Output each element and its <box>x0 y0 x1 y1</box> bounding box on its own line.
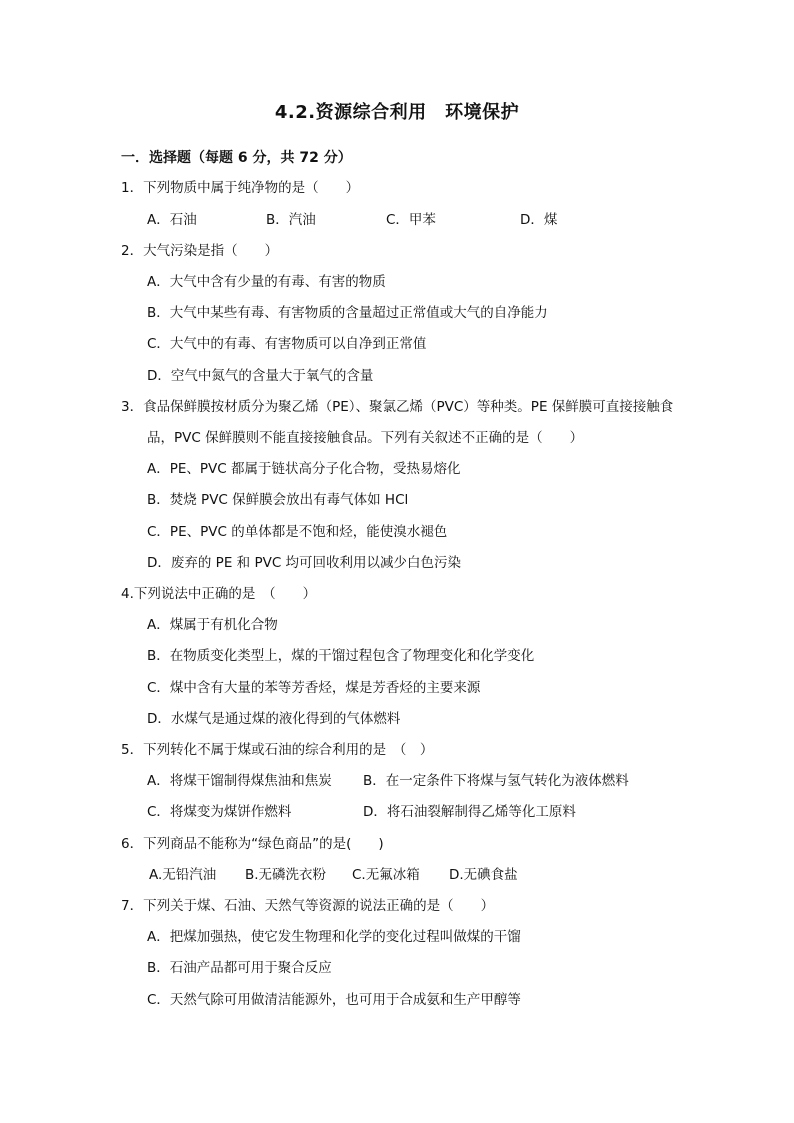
question-3-option-a: A．PE、PVC 都属于链状高分子化合物，受热易熔化 <box>147 461 461 477</box>
question-3-option-b: B．焚烧 PVC 保鲜膜会放出有毒气体如 HCl <box>147 492 409 508</box>
question-7-option-c: C．天然气除可用做清洁能源外，也可用于合成氨和生产甲醇等 <box>147 992 521 1008</box>
question-1-option-d: D．煤 <box>520 212 558 228</box>
question-3-option-d: D．废弃的 PE 和 PVC 均可回收利用以减少白色污染 <box>147 555 462 571</box>
question-6-stem: 6．下列商品不能称为“绿色商品”的是( ) <box>121 836 384 852</box>
question-7-stem: 7．下列关于煤、石油、天然气等资源的说法正确的是（ ） <box>121 898 495 914</box>
document-title: 4.2.资源综合利用 环境保护 <box>274 102 520 123</box>
question-6-option-d: D.无碘食盐 <box>449 867 518 883</box>
question-2-option-a: A．大气中含有少量的有毒、有害的物质 <box>147 274 386 290</box>
question-5-option-d: D．将石油裂解制得乙烯等化工原料 <box>363 804 576 820</box>
question-1-option-c: C．甲苯 <box>386 212 436 228</box>
question-1-option-b: B．汽油 <box>266 212 316 228</box>
question-3-stem-line-2: 品，PVC 保鲜膜则不能直接接触食品。下列有关叙述不正确的是（ ） <box>147 430 584 446</box>
question-1-stem: 1．下列物质中属于纯净物的是（ ） <box>121 180 360 196</box>
question-3-option-c: C．PE、PVC 的单体都是不饱和烃，能使溴水褪色 <box>147 524 448 540</box>
question-5-stem: 5．下列转化不属于煤或石油的综合利用的是 （ ） <box>121 742 434 758</box>
question-7-option-b: B．石油产品都可用于聚合反应 <box>147 960 332 976</box>
question-4-option-c: C．煤中含有大量的苯等芳香烃，煤是芳香烃的主要来源 <box>147 680 481 696</box>
question-6-option-c: C.无氟冰箱 <box>352 867 420 883</box>
question-2-option-c: C．大气中的有毒、有害物质可以自净到正常值 <box>147 336 427 352</box>
question-2-stem: 2．大气污染是指（ ） <box>121 243 279 259</box>
question-2-option-b: B．大气中某些有毒、有害物质的含量超过正常值或大气的自净能力 <box>147 305 548 321</box>
question-6-option-b: B.无磷洗衣粉 <box>245 867 327 883</box>
question-2-option-d: D．空气中氮气的含量大于氧气的含量 <box>147 368 374 384</box>
question-5-option-b: B．在一定条件下将煤与氢气转化为液体燃料 <box>363 773 629 789</box>
question-7-option-a: A．把煤加强热，使它发生物理和化学的变化过程叫做煤的干馏 <box>147 929 521 945</box>
question-6-option-a: A.无铅汽油 <box>149 867 217 883</box>
question-3-stem-line-1: 3．食品保鲜膜按材质分为聚乙烯（PE）、聚氯乙烯（PVC）等种类。PE 保鲜膜可直接接触食 <box>121 399 674 415</box>
question-4-option-a: A．煤属于有机化合物 <box>147 617 278 633</box>
question-4-option-b: B．在物质变化类型上，煤的干馏过程包含了物理变化和化学变化 <box>147 648 535 664</box>
question-4-option-d: D．水煤气是通过煤的液化得到的气体燃料 <box>147 711 401 727</box>
question-4-stem: 4.下列说法中正确的是 （ ） <box>121 586 317 602</box>
section-heading: 一．选择题（每题 6 分，共 72 分） <box>121 150 352 166</box>
question-5-option-c: C．将煤变为煤饼作燃料 <box>147 804 292 820</box>
question-5-option-a: A．将煤干馏制得煤焦油和焦炭 <box>147 773 332 789</box>
question-1-option-a: A．石油 <box>147 212 197 228</box>
